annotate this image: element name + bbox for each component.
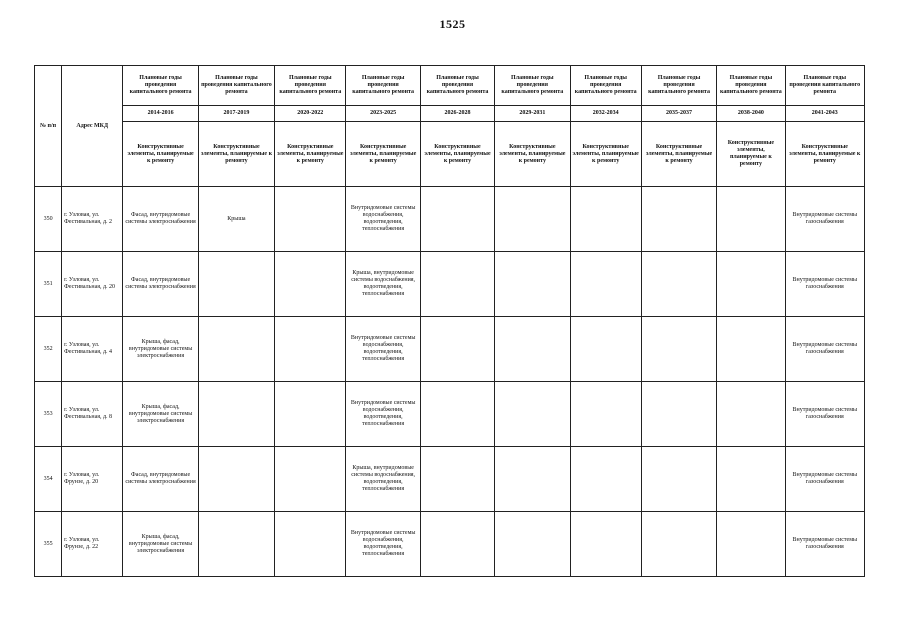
year-range: 2041-2043 bbox=[785, 106, 864, 122]
repair-cell bbox=[641, 447, 716, 512]
elements-header: Конструктивные элементы, планируемые к ремонту bbox=[275, 122, 346, 187]
row-number: 352 bbox=[35, 317, 62, 382]
elements-header: Конструктивные элементы, планируемые к ремонту bbox=[346, 122, 420, 187]
year-range: 2020-2022 bbox=[275, 106, 346, 122]
repair-cell bbox=[275, 252, 346, 317]
repair-cell bbox=[570, 252, 641, 317]
repair-cell bbox=[717, 317, 785, 382]
row-address: г. Узловая, ул. Фестивальная, д. 20 bbox=[62, 252, 123, 317]
repair-cell: Фасад, внутридомовые системы электроснабжения bbox=[123, 187, 198, 252]
plan-header: Плановые годы проведения капитального ремонта bbox=[785, 66, 864, 106]
elements-header: Конструктивные элементы, планируемые к ремонту bbox=[198, 122, 274, 187]
repair-cell bbox=[275, 447, 346, 512]
repair-schedule-table bbox=[34, 65, 865, 577]
row-number: 350 bbox=[35, 187, 62, 252]
row-number: 354 bbox=[35, 447, 62, 512]
repair-cell bbox=[420, 512, 494, 577]
repair-cell: Крыша, фасад, внутридомовые системы электроснабжения bbox=[123, 512, 198, 577]
repair-cell bbox=[641, 512, 716, 577]
repair-cell: Крыша, фасад, внутридомовые системы электроснабжения bbox=[123, 317, 198, 382]
year-range: 2038-2040 bbox=[717, 106, 785, 122]
year-range: 2032-2034 bbox=[570, 106, 641, 122]
repair-cell bbox=[495, 317, 570, 382]
repair-cell bbox=[198, 382, 274, 447]
repair-cell bbox=[717, 382, 785, 447]
repair-cell bbox=[198, 447, 274, 512]
elements-header: Конструктивные элементы, планируемые к ремонту bbox=[123, 122, 198, 187]
repair-cell bbox=[420, 317, 494, 382]
year-range: 2023-2025 bbox=[346, 106, 420, 122]
repair-cell: Внутридомовые системы газоснабжения bbox=[785, 447, 864, 512]
repair-cell bbox=[570, 447, 641, 512]
repair-cell bbox=[641, 317, 716, 382]
plan-header: Плановые годы проведения капитального ремонта bbox=[641, 66, 716, 106]
table-row bbox=[35, 252, 865, 317]
row-address: г. Узловая, ул. Фестивальная, д. 8 bbox=[62, 382, 123, 447]
row-number: 353 bbox=[35, 382, 62, 447]
elements-header: Конструктивные элементы, планируемые к ремонту bbox=[570, 122, 641, 187]
repair-cell: Внутридомовые системы газоснабжения bbox=[785, 382, 864, 447]
row-address: г. Узловая, ул. Фестивальная, д. 4 bbox=[62, 317, 123, 382]
repair-cell bbox=[198, 252, 274, 317]
repair-cell: Внутридомовые системы газоснабжения bbox=[785, 317, 864, 382]
repair-cell bbox=[570, 382, 641, 447]
repair-cell bbox=[198, 512, 274, 577]
repair-cell bbox=[717, 512, 785, 577]
plan-header: Плановые годы проведения капитального ремонта bbox=[420, 66, 494, 106]
repair-cell: Фасад, внутридомовые системы электроснабжения bbox=[123, 252, 198, 317]
repair-cell: Крыша bbox=[198, 187, 274, 252]
repair-cell bbox=[275, 187, 346, 252]
row-number: 351 bbox=[35, 252, 62, 317]
repair-cell bbox=[641, 382, 716, 447]
row-address: г. Узловая, ул. Фрунзе, д. 20 bbox=[62, 447, 123, 512]
year-range: 2014-2016 bbox=[123, 106, 198, 122]
repair-cell: Крыша, внутридомовые системы водоснабжения, водоотведения, теплоснабжения bbox=[346, 447, 420, 512]
col-addr-header: Адрес МКД bbox=[62, 66, 123, 187]
repair-cell bbox=[641, 187, 716, 252]
elements-header: Конструктивные элементы, планируемые к ремонту bbox=[420, 122, 494, 187]
year-range: 2035-2037 bbox=[641, 106, 716, 122]
table-body bbox=[35, 187, 865, 577]
repair-cell: Внутридомовые системы водоснабжения, водоотведения, теплоснабжения bbox=[346, 382, 420, 447]
elements-header: Конструктивные элементы, планируемые к ремонту bbox=[641, 122, 716, 187]
repair-cell bbox=[717, 447, 785, 512]
col-num-header: № п/п bbox=[35, 66, 62, 187]
plan-header: Плановые годы проведения капитального ремонта bbox=[198, 66, 274, 106]
repair-cell bbox=[420, 447, 494, 512]
page-number: 1525 bbox=[439, 17, 466, 31]
repair-cell bbox=[275, 512, 346, 577]
repair-cell bbox=[275, 317, 346, 382]
repair-cell: Внутридомовые системы газоснабжения bbox=[785, 187, 864, 252]
header-row-years bbox=[35, 106, 865, 122]
repair-cell bbox=[420, 382, 494, 447]
repair-cell bbox=[420, 187, 494, 252]
repair-cell bbox=[420, 252, 494, 317]
repair-cell bbox=[495, 447, 570, 512]
plan-header: Плановые годы проведения капитального ремонта bbox=[123, 66, 198, 106]
elements-header: Конструктивные элементы, планируемые к ремонту bbox=[785, 122, 864, 187]
plan-header: Плановые годы проведения капитального ремонта bbox=[495, 66, 570, 106]
repair-cell: Внутридомовые системы газоснабжения bbox=[785, 512, 864, 577]
repair-cell: Внутридомовые системы водоснабжения, водоотведения, теплоснабжения bbox=[346, 317, 420, 382]
repair-cell bbox=[495, 382, 570, 447]
repair-cell bbox=[570, 187, 641, 252]
repair-cell bbox=[641, 252, 716, 317]
repair-cell bbox=[495, 187, 570, 252]
table-header bbox=[35, 66, 865, 187]
elements-header: Конструктивные элементы, планируемые к ремонту bbox=[495, 122, 570, 187]
repair-cell: Фасад, внутридомовые системы электроснабжения bbox=[123, 447, 198, 512]
plan-header: Плановые годы проведения капитального ремонта bbox=[346, 66, 420, 106]
elements-header: Конструктивные элементы, планируемые к ремонту bbox=[717, 122, 785, 187]
repair-cell: Крыша, фасад, внутридомовые системы электроснабжения bbox=[123, 382, 198, 447]
row-number: 355 bbox=[35, 512, 62, 577]
year-range: 2029-2031 bbox=[495, 106, 570, 122]
repair-cell: Внутридомовые системы водоснабжения, водоотведения, теплоснабжения bbox=[346, 187, 420, 252]
row-address: г. Узловая, ул. Фестивальная, д. 2 bbox=[62, 187, 123, 252]
header-row-plan bbox=[35, 66, 865, 106]
year-range: 2026-2028 bbox=[420, 106, 494, 122]
repair-cell bbox=[570, 512, 641, 577]
repair-cell bbox=[495, 252, 570, 317]
repair-cell bbox=[198, 317, 274, 382]
table-row bbox=[35, 447, 865, 512]
table-row bbox=[35, 512, 865, 577]
year-range: 2017-2019 bbox=[198, 106, 274, 122]
table-row bbox=[35, 382, 865, 447]
repair-cell bbox=[275, 382, 346, 447]
repair-cell bbox=[495, 512, 570, 577]
table-row bbox=[35, 187, 865, 252]
repair-cell: Крыша, внутридомовые системы водоснабжения, водоотведения, теплоснабжения bbox=[346, 252, 420, 317]
repair-cell bbox=[570, 317, 641, 382]
repair-cell: Внутридомовые системы газоснабжения bbox=[785, 252, 864, 317]
plan-header: Плановые годы проведения капитального ремонта bbox=[275, 66, 346, 106]
repair-cell: Внутридомовые системы водоснабжения, водоотведения, теплоснабжения bbox=[346, 512, 420, 577]
row-address: г. Узловая, ул. Фрунзе, д. 22 bbox=[62, 512, 123, 577]
header-row-elements bbox=[35, 122, 865, 187]
repair-cell bbox=[717, 252, 785, 317]
repair-cell bbox=[717, 187, 785, 252]
plan-header: Плановые годы проведения капитального ремонта bbox=[717, 66, 785, 106]
plan-header: Плановые годы проведения капитального ремонта bbox=[570, 66, 641, 106]
table-row bbox=[35, 317, 865, 382]
